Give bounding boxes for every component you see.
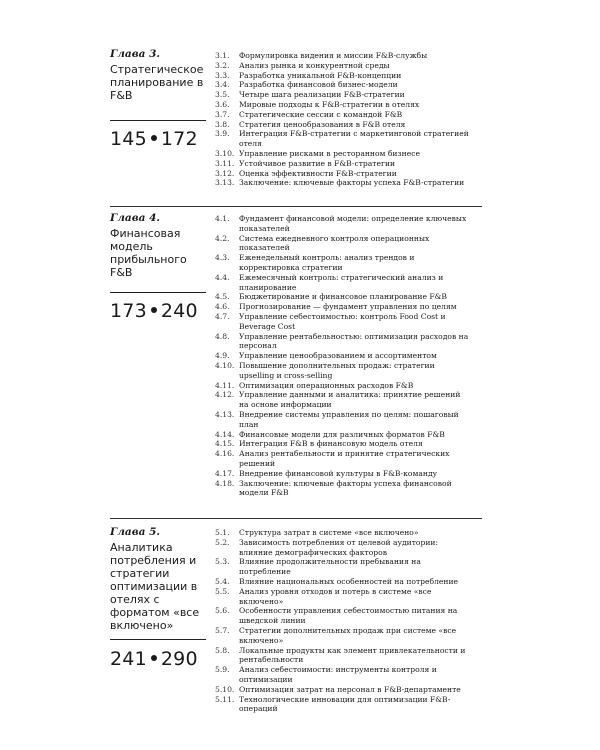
list-item xyxy=(215,149,470,159)
chapter-rule xyxy=(110,292,206,293)
section-number: 5.9. xyxy=(215,665,230,675)
section-title: Финансовые модели для различных форматов F&B xyxy=(239,429,445,439)
section-number: 3.3. xyxy=(215,70,230,80)
section-title: Влияние национальных особенностей на потребление xyxy=(239,576,459,586)
list-item xyxy=(215,351,470,361)
section-title: Локальные продукты как элемент привлекательности и рентабельности xyxy=(239,645,466,665)
list-item xyxy=(215,381,470,391)
section-title: Управление данными и аналитика: принятие решений на основе информации xyxy=(239,390,461,410)
section-title: Ежемесячный контроль: стратегический анализ и планирование xyxy=(239,272,444,292)
section-number: 4.8. xyxy=(215,331,230,341)
section-number: 4.3. xyxy=(215,253,230,263)
section-number: 3.1. xyxy=(215,51,230,60)
section-title: Особенности управления себестоимостью питания на шведской линии xyxy=(239,606,458,626)
list-item xyxy=(215,100,470,110)
section-number: 5.3. xyxy=(215,557,230,567)
list-item xyxy=(215,110,470,120)
section-number: 4.14. xyxy=(215,429,235,439)
list-item xyxy=(215,390,470,410)
list-item xyxy=(215,332,470,352)
section-title: Разработка финансовой бизнес-модели xyxy=(239,80,398,90)
section-number: 5.5. xyxy=(215,586,230,596)
section-number: 5.1. xyxy=(215,528,230,537)
section-number: 4.12. xyxy=(215,390,235,400)
section-title: Оптимизация затрат на персонал в F&B-департаменте xyxy=(239,684,461,694)
page-range xyxy=(110,128,220,150)
bullet-dot-icon xyxy=(151,655,157,661)
section-title: Технологические инновации для оптимизации F&B-операций xyxy=(239,694,451,714)
list-item xyxy=(215,557,470,577)
section-number: 3.10. xyxy=(215,148,235,158)
section-number: 3.6. xyxy=(215,99,230,109)
section-number: 3.13. xyxy=(215,178,235,188)
list-item xyxy=(215,169,470,179)
section-list xyxy=(215,51,470,188)
section-number: 3.11. xyxy=(215,158,235,168)
section-title: Бюджетирование и финансовое планирование F&B xyxy=(239,292,447,302)
section-title: Анализ рынка и конкурентной среды xyxy=(239,60,390,70)
section-number: 5.6. xyxy=(215,606,230,616)
section-title: Интеграция F&B-стратегии с маркетинговой стратегией отеля xyxy=(239,129,469,149)
section-number: 4.5. xyxy=(215,292,230,302)
section-number: 3.5. xyxy=(215,90,230,100)
list-item xyxy=(215,449,470,469)
page-end: 240 xyxy=(160,300,198,322)
list-item xyxy=(215,479,470,499)
section-title: Заключение: ключевые факторы успеха F&B-стратегии xyxy=(239,178,465,188)
list-item xyxy=(215,253,470,273)
chapter-label: Глава 4. xyxy=(110,212,161,224)
section-list xyxy=(215,214,470,498)
list-item xyxy=(215,439,470,449)
list-item xyxy=(215,80,470,90)
list-item xyxy=(215,159,470,169)
section-number: 3.2. xyxy=(215,60,230,70)
chapter-label: Глава 5. xyxy=(110,526,161,538)
list-item xyxy=(215,302,470,312)
section-title: Формулировка видения и миссии F&B-службы xyxy=(239,51,428,60)
section-title: Управление рисками в ресторанном бизнесе xyxy=(239,148,420,158)
list-item xyxy=(215,685,470,695)
section-title: Мировые подходы к F&B-стратегии в отелях xyxy=(239,99,420,109)
section-title: Оптимизация операционных расходов F&B xyxy=(239,380,414,390)
section-number: 4.1. xyxy=(215,214,230,223)
page-end: 172 xyxy=(160,128,198,150)
chapter-divider xyxy=(110,206,482,207)
list-item xyxy=(215,71,470,81)
section-number: 4.10. xyxy=(215,360,235,370)
bullet-dot-icon xyxy=(151,307,157,313)
list-item xyxy=(215,234,470,254)
section-number: 4.11. xyxy=(215,380,235,390)
list-item xyxy=(215,606,470,626)
section-title: Управление рентабельностью: оптимизация расходов на персонал xyxy=(239,331,469,351)
section-number: 4.9. xyxy=(215,351,230,361)
section-title: Управление ценообразованием и ассортиментом xyxy=(239,351,437,361)
list-item xyxy=(215,646,470,666)
section-number: 4.17. xyxy=(215,468,235,478)
chapter-title: Финансовая модель прибыльного F&B xyxy=(110,227,187,279)
section-number: 5.7. xyxy=(215,625,230,635)
section-number: 3.7. xyxy=(215,109,230,119)
section-title: Интеграция F&B в финансовую модель отеля xyxy=(239,439,423,449)
section-number: 4.13. xyxy=(215,409,235,419)
list-item xyxy=(215,626,470,646)
section-title: Влияние продолжительности пребывания на потребление xyxy=(239,557,421,577)
list-item xyxy=(215,410,470,430)
section-list xyxy=(215,528,470,714)
section-title: Повышение дополнительных продаж: стратегии upselling и cross-selling xyxy=(239,360,435,380)
section-number: 4.2. xyxy=(215,233,230,243)
list-item xyxy=(215,214,470,234)
list-item xyxy=(215,292,470,302)
section-title: Зависимость потребления от целевой аудитории: влияние демографических факторов xyxy=(239,537,439,557)
page-range xyxy=(110,648,220,670)
bullet-dot-icon xyxy=(151,135,157,141)
list-item xyxy=(215,587,470,607)
section-title: Разработка уникальной F&B-концепции xyxy=(239,70,402,80)
section-title: Управление себестоимостью: контроль Food Cost и Beverage Cost xyxy=(239,311,446,331)
section-number: 3.9. xyxy=(215,129,230,139)
list-item xyxy=(215,538,470,558)
section-number: 4.15. xyxy=(215,439,235,449)
section-title: Система ежедневного контроля операционных показателей xyxy=(239,233,430,253)
section-number: 3.12. xyxy=(215,168,235,178)
page-end: 290 xyxy=(160,648,198,670)
list-item xyxy=(215,51,470,61)
section-title: Стратегия ценообразования в F&B отеля xyxy=(239,119,406,129)
section-number: 4.7. xyxy=(215,311,230,321)
section-number: 5.8. xyxy=(215,645,230,655)
section-title: Устойчивое развитие в F&B-стратегии xyxy=(239,158,396,168)
section-number: 5.2. xyxy=(215,537,230,547)
list-item xyxy=(215,695,470,715)
chapter-rule xyxy=(110,639,206,640)
list-item xyxy=(215,273,470,293)
chapter-4-heading xyxy=(110,212,206,279)
section-number: 5.11. xyxy=(215,694,235,704)
list-item xyxy=(215,129,470,149)
section-title: Внедрение системы управления по целям: пошаговый план xyxy=(239,409,459,429)
section-title: Стратегии дополнительных продаж при системе «все включено» xyxy=(239,625,457,645)
list-item xyxy=(215,120,470,130)
section-number: 5.10. xyxy=(215,684,235,694)
list-item xyxy=(215,430,470,440)
section-title: Структура затрат в системе «все включено» xyxy=(239,528,419,537)
section-number: 4.18. xyxy=(215,478,235,488)
chapter-divider xyxy=(110,518,482,519)
section-title: Заключение: ключевые факторы успеха финансовой модели F&B xyxy=(239,478,452,498)
page-range xyxy=(110,300,220,322)
section-number: 4.6. xyxy=(215,302,230,312)
chapter-rule xyxy=(110,120,206,121)
list-item xyxy=(215,528,470,538)
chapter-title: Стратегическое планирование в F&B xyxy=(110,63,204,102)
section-title: Анализ уровня отходов и потерь в системе «все включено» xyxy=(239,586,432,606)
chapter-title: Аналитика потребления и стратегии оптимизации в отелях с форматом «все включено» xyxy=(110,541,200,632)
page-start: 241 xyxy=(110,648,147,670)
chapter-3-heading xyxy=(110,48,206,102)
section-number: 4.4. xyxy=(215,272,230,282)
chapter-label: Глава 3. xyxy=(110,48,161,60)
list-item xyxy=(215,469,470,479)
section-title: Фундамент финансовой модели: определение ключевых показателей xyxy=(239,214,467,233)
section-title: Анализ рентабельности и принятие стратегических решений xyxy=(239,449,450,468)
list-item xyxy=(215,90,470,100)
list-item xyxy=(215,665,470,685)
section-title: Еженедельный контроль: анализ трендов и корректировка стратегии xyxy=(239,253,415,272)
section-title: Четыре шага реализации F&B-стратегии xyxy=(239,90,405,100)
section-number: 5.4. xyxy=(215,576,230,586)
section-title: Анализ себестоимости: инструменты контроля и оптимизации xyxy=(239,665,437,684)
section-title: Оценка эффективности F&B-стратегии xyxy=(239,168,397,178)
section-number: 4.16. xyxy=(215,449,235,459)
section-title: Прогнозирование — фундамент управления по целям xyxy=(239,302,457,312)
chapter-5-heading xyxy=(110,526,206,632)
list-item xyxy=(215,577,470,587)
page-start: 145 xyxy=(110,128,147,150)
page-start: 173 xyxy=(110,300,147,322)
list-item xyxy=(215,61,470,71)
section-number: 3.4. xyxy=(215,80,230,90)
section-title: Внедрение финансовой культуры в F&B-команду xyxy=(239,468,438,478)
section-title: Стратегические сессии с командой F&B xyxy=(239,109,403,119)
section-number: 3.8. xyxy=(215,119,230,129)
list-item xyxy=(215,361,470,381)
list-item xyxy=(215,312,470,332)
list-item xyxy=(215,178,470,188)
